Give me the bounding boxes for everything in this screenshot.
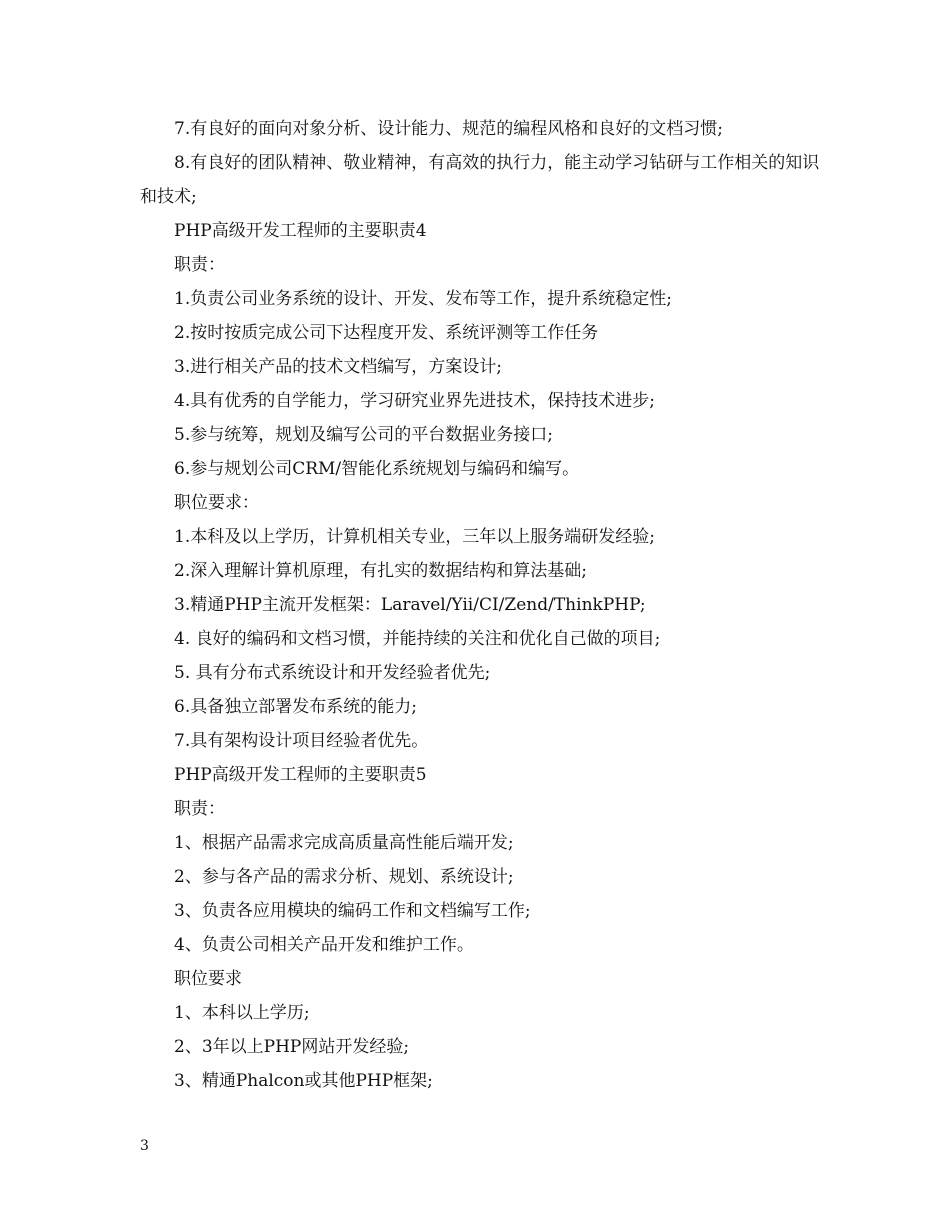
section-heading-4: PHP高级开发工程师的主要职责4: [174, 221, 427, 241]
duties-heading-4: 职责：: [174, 255, 225, 275]
duties-heading-5: 职责：: [174, 799, 225, 819]
duty-item-4-5: 5.参与统筹，规划及编写公司的平台数据业务接口;: [174, 425, 553, 445]
document-body: [140, 112, 820, 1098]
duty-item-5-3: 3、负责各应用模块的编码工作和文档编写工作;: [174, 901, 531, 921]
page-number: 3: [140, 1138, 149, 1154]
duty-item-5-4: 4、负责公司相关产品开发和维护工作。: [174, 935, 474, 955]
section-heading-5: PHP高级开发工程师的主要职责5: [174, 765, 427, 785]
duty-item-4-2: 2.按时按质完成公司下达程度开发、系统评测等工作任务: [174, 323, 599, 343]
requirement-item-4-7: 7.具有架构设计项目经验者优先。: [174, 731, 429, 751]
duty-item-4-1: 1.负责公司业务系统的设计、开发、发布等工作，提升系统稳定性;: [174, 289, 672, 309]
requirement-item-4-1: 1.本科及以上学历，计算机相关专业，三年以上服务端研发经验;: [174, 527, 655, 547]
requirement-item-5-1: 1、本科以上学历;: [174, 1003, 310, 1023]
requirement-item-5-2: 2、3年以上PHP网站开发经验;: [174, 1037, 410, 1057]
paragraph-1: 7.有良好的面向对象分析、设计能力、规范的编程风格和良好的文档习惯;: [174, 119, 723, 139]
requirement-item-4-3: 3.精通PHP主流开发框架：Laravel/Yii/CI/Zend/ThinkPHP;: [174, 595, 646, 615]
requirement-item-4-4: 4. 良好的编码和文档习惯，并能持续的关注和优化自己做的项目;: [174, 629, 661, 649]
requirement-item-4-6: 6.具备独立部署发布系统的能力;: [174, 697, 417, 717]
requirement-item-5-3: 3、精通Phalcon或其他PHP框架;: [174, 1071, 433, 1091]
duty-item-4-4: 4.具有优秀的自学能力，学习研究业界先进技术，保持技术进步;: [174, 391, 655, 411]
duty-item-5-1: 1、根据产品需求完成高质量高性能后端开发;: [174, 833, 514, 853]
requirement-item-4-2: 2.深入理解计算机原理，有扎实的数据结构和算法基础;: [174, 561, 587, 581]
requirements-heading-4: 职位要求：: [174, 493, 259, 513]
paragraph-2: 8.有良好的团队精神、敬业精神，有高效的执行力，能主动学习钻研与工作相关的知识和技术;: [140, 153, 820, 207]
duty-item-5-2: 2、参与各产品的需求分析、规划、系统设计;: [174, 867, 514, 887]
requirement-item-4-5: 5. 具有分布式系统设计和开发经验者优先;: [174, 663, 491, 683]
duty-item-4-3: 3.进行相关产品的技术文档编写，方案设计;: [174, 357, 502, 377]
requirements-heading-5: 职位要求: [174, 969, 242, 989]
duty-item-4-6: 6.参与规划公司CRM/智能化系统规划与编码和编写。: [174, 459, 580, 479]
